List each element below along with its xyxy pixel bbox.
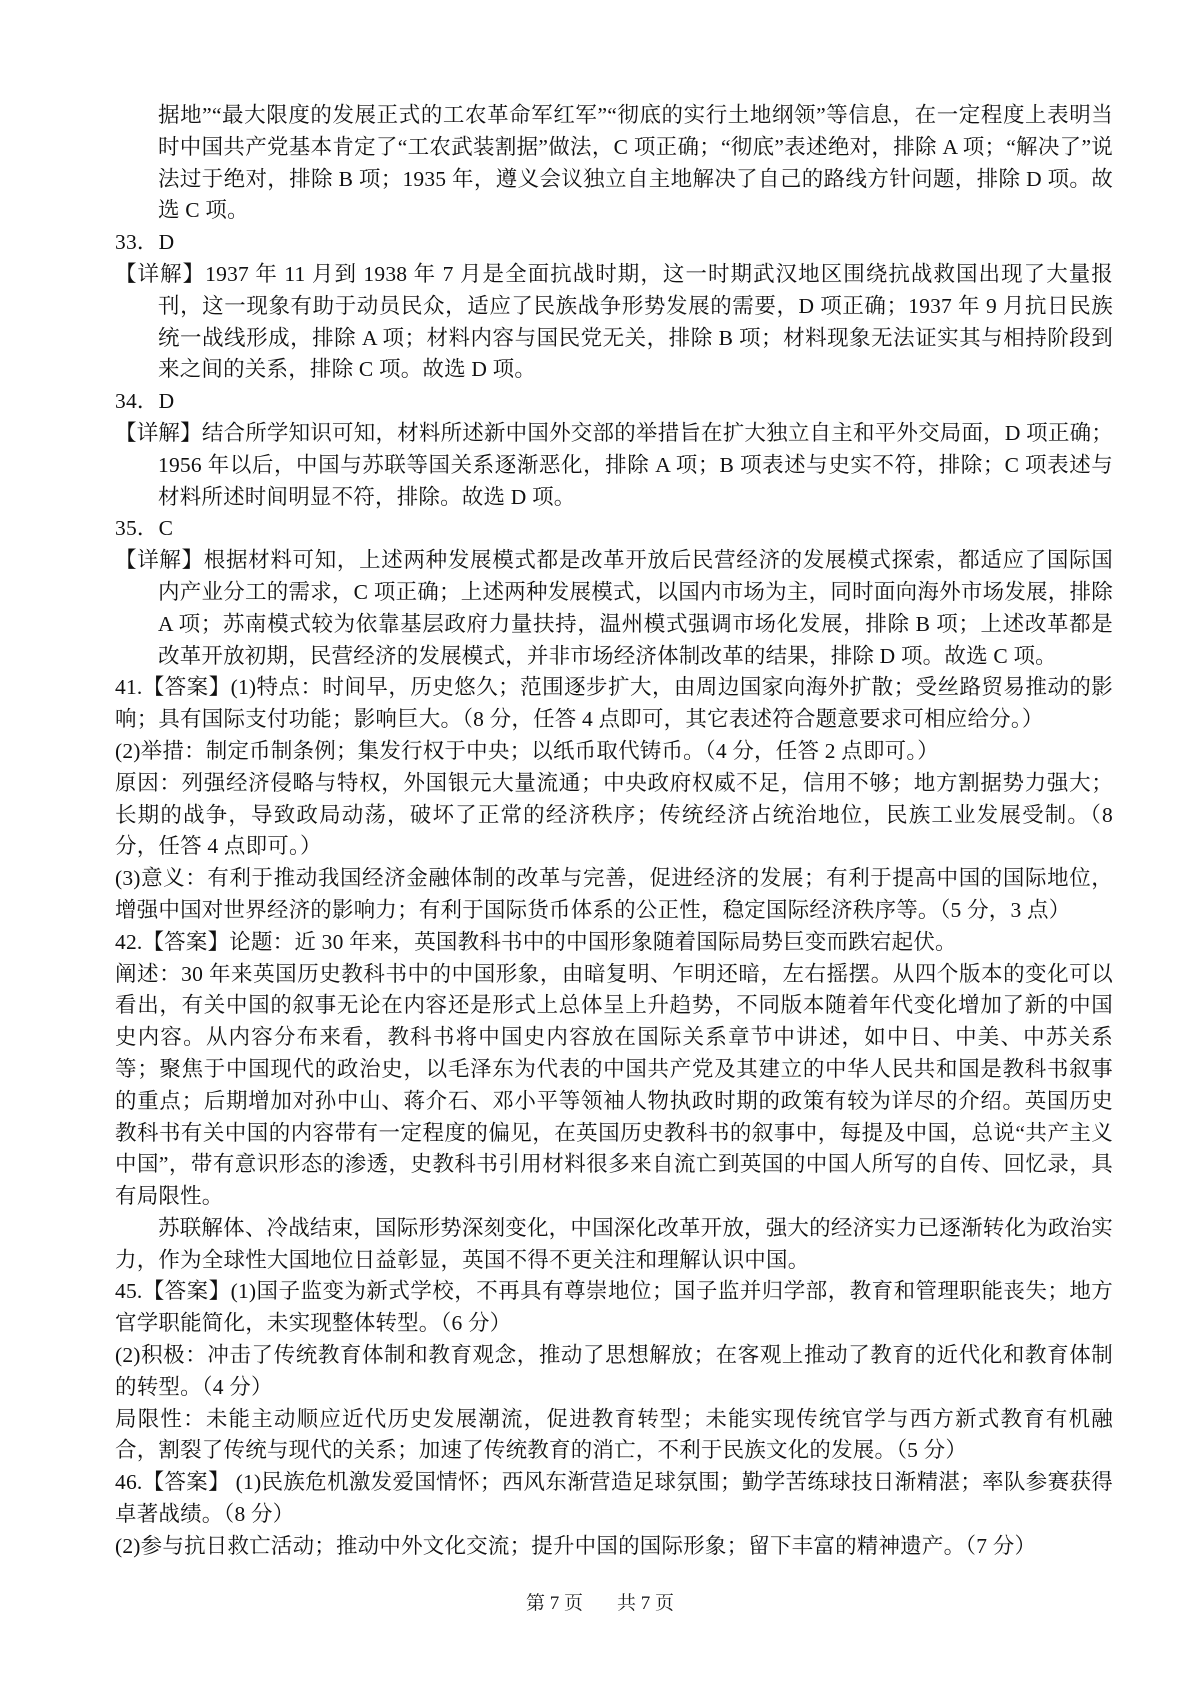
answer-41-part2-reasons: 原因：列强经济侵略与特权，外国银元大量流通；中央政府权威不足，信用不够；地方割据势力强大；长期的战争，导致政局动荡，破坏了正常的经济秩序；传统经济占统治地位，民族工业发展受制。（8 分，任答 4 点即可。） bbox=[115, 770, 1113, 859]
answer-34-number: 34．D bbox=[115, 389, 175, 414]
answer-45-part2-limitation: 局限性：未能主动顺应近代历史发展潮流，促进教育转型；未能实现传统官学与西方新式教育有机融合，割裂了传统与现代的关系；加速了传统教育的消亡，不利于民族文化的发展。（5 分） bbox=[115, 1406, 1113, 1463]
answer-33-detail: 【详解】1937 年 11 月到 1938 年 7 月是全面抗战时期，这一时期武汉地区围绕抗战救国出现了大量报刊，这一现象有助于动员民众，适应了民族战争形势发展的需要，D 项正确；1937 年 9 月抗日民族统一战线形成，排除 A 项；材料内容与国民党无关，排除 B 项；材料现象无法证实其与相持阶段到来之间的关系，排除 C 项。故选 D 项。 bbox=[115, 261, 1113, 382]
answer-46-part2: (2)参与抗日救亡活动；推动中外文化交流；提升中国的国际形象；留下丰富的精神遗产。（7 分） bbox=[115, 1533, 1037, 1558]
answer-46-part1: 46.【答案】 (1)民族危机激发爱国情怀；西风东渐营造足球氛围；勤学苦练球技日渐精湛；率队参赛获得卓著战绩。（8 分） bbox=[115, 1470, 1113, 1527]
page-footer bbox=[0, 1592, 1200, 1616]
answer-key-content bbox=[115, 100, 1113, 1563]
answer-41-part1: 41.【答案】(1)特点：时间早，历史悠久；范围逐步扩大，由周边国家向海外扩散；受丝路贸易推动的影响；具有国际支付功能；影响巨大。（8 分，任答 4 点即可，其它表述符合题意要求可相应给分。） bbox=[115, 675, 1113, 732]
answer-41-part3-significance: (3)意义：有利于推动我国经济金融体制的改革与完善，促进经济的发展；有利于提高中国的国际地位，增强中国对世界经济的影响力；有利于国际货币体系的公正性，稳定国际经济秩序等。（5 分，3 点） bbox=[115, 866, 1113, 922]
page-number-label: 第 7 页 bbox=[525, 1593, 583, 1614]
answer-34-detail: 【详解】结合所学知识可知，材料所述新中国外交部的举措旨在扩大独立自主和平外交局面，D 项正确；1956 年以后，中国与苏联等国关系逐渐恶化，排除 A 项；B 项表述与史实不符，排除；C 项表述与材料所述时间明显不符，排除。故选 D 项。 bbox=[115, 420, 1113, 509]
answer-45-part1: 45.【答案】(1)国子监变为新式学校，不再具有尊崇地位；国子监并归学部，教育和管理职能丧失；地方官学职能简化，未实现整体转型。（6 分） bbox=[115, 1279, 1113, 1336]
answer-45-part2-positive: (2)积极：冲击了传统教育体制和教育观念，推动了思想解放；在客观上推动了教育的近代化和教育体制的转型。（4 分） bbox=[115, 1343, 1113, 1399]
answer-35-number: 35．C bbox=[115, 516, 174, 541]
page-total-label: 共 7 页 bbox=[617, 1593, 675, 1614]
answer-33-number: 33．D bbox=[115, 230, 175, 255]
answer-35-detail: 【详解】根据材料可知，上述两种发展模式都是改革开放后民营经济的发展模式探索，都适应了国际国内产业分工的需求，C 项正确；上述两种发展模式，以国内市场为主，同时面向海外市场发展，排除 A 项；苏南模式较为依靠基层政府力量扶持，温州模式强调市场化发展，排除 B 项；上述改革都是改革开放初期，民营经济的发展模式，并非市场经济体制改革的结果，排除 D 项。故选 C 项。 bbox=[115, 548, 1113, 668]
answer-41-part2-measures: (2)举措：制定币制条例；集发行权于中央；以纸币取代铸币。（4 分，任答 2 点即可。） bbox=[115, 738, 939, 763]
paragraph-answer32-continuation: 据地”“最大限度的发展正式的工农革命军红军”“彻底的实行土地纲领”等信息，在一定程度上表明当时中国共产党基本肯定了“工农武装割据”做法，C 项正确；“彻底”表述绝对，排除 A 项；“解决了”说法过于绝对，排除 B 项；1935 年，遵义会议独立自主地解决了自己的路线方针问题，排除 D 项。故选 C 项。 bbox=[158, 103, 1113, 223]
answer-42-topic: 42.【答案】论题：近 30 年来，英国教科书中的中国形象随着国际局势巨变而跌宕起伏。 bbox=[115, 929, 957, 954]
answer-42-conclusion: 苏联解体、冷战结束，国际形势深刻变化，中国深化改革开放，强大的经济实力已逐渐转化为政治实力，作为全球性大国地位日益彰显，英国不得不更关注和理解认识中国。 bbox=[115, 1215, 1113, 1272]
answer-42-exposition: 阐述：30 年来英国历史教科书中的中国形象，由暗复明、乍明还暗，左右摇摆。从四个版本的变化可以看出，有关中国的叙事无论在内容还是形式上总体呈上升趋势，不同版本随着年代变化增加了新的中国史内容。从内容分布来看，教科书将中国史内容放在国际关系章节中讲述，如中日、中美、中苏关系等；聚焦于中国现代的政治史，以毛泽东为代表的中国共产党及其建立的中华人民共和国是教科书叙事的重点；后期增加对孙中山、蒋介石、邓小平等领袖人物执政时期的政策有较为详尽的介绍。英国历史教科书有关中国的内容带有一定程度的偏见，在英国历史教科书的叙事中，每提及中国，总说“共产主义中国”，带有意识形态的渗透，史教科书引用材料很多来自流亡到英国的中国人所写的自传、回忆录，具有局限性。 bbox=[115, 961, 1113, 1209]
